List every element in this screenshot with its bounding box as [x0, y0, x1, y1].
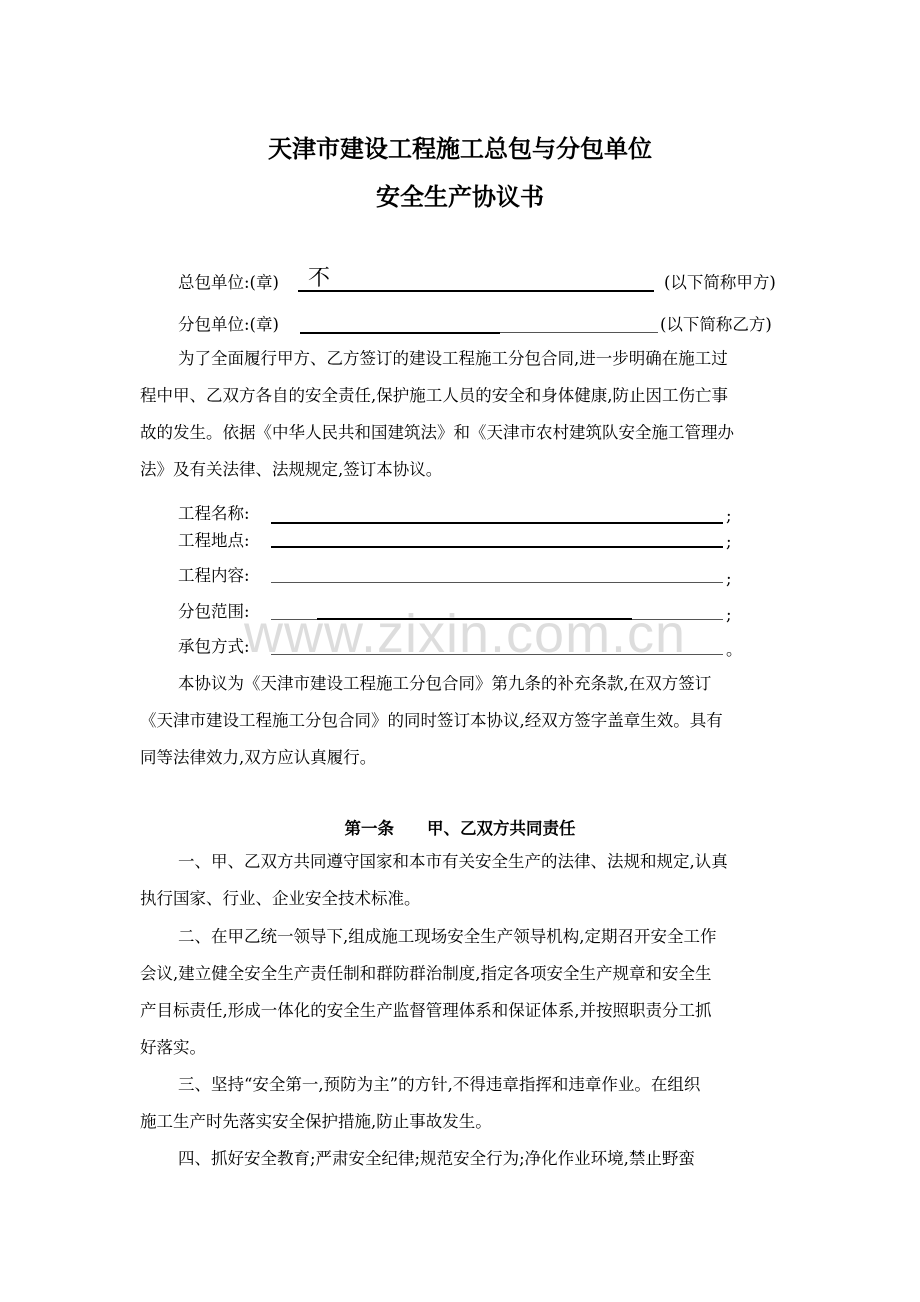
subcontractor-underline-b	[500, 332, 658, 333]
article-1-p1-line-1: 一、甲、乙双方共同遵守国家和本市有关安全生产的法律、法规和规定,认真	[178, 852, 728, 871]
article-1-p3-line-2: 施工生产时先落实安全保护措施,防止事故发生。	[140, 1112, 492, 1131]
field-contract-method-label: 承包方式:	[178, 637, 250, 656]
article-1-heading: 第一条 甲、乙双方共同责任	[344, 819, 576, 838]
field-project-name-label: 工程名称:	[178, 504, 250, 523]
intro-line-2: 程中甲、乙双方各自的安全责任,保护施工人员的安全和身体健康,防止因工伤亡事	[140, 386, 728, 405]
field-project-location-line	[271, 546, 723, 548]
field-scope-end: ;	[726, 605, 732, 624]
field-project-location-label: 工程地点:	[178, 531, 250, 550]
article-1-p2-line-1: 二、在甲乙统一领导下,组成施工现场安全生产领导机构,定期召开安全工作	[178, 927, 717, 946]
intro-line-3: 故的发生。依据《中华人民共和国建筑法》和《天津市农村建筑队安全施工管理办	[140, 423, 734, 442]
general-contractor-row	[178, 270, 279, 296]
subcontractor-row	[178, 312, 279, 338]
subcontractor-underline-a	[300, 332, 500, 334]
article-1-p3-line-1: 三、坚持“安全第一,预防为主”的方针,不得违章指挥和违章作业。在组织	[178, 1075, 701, 1094]
article-1-p4-line-1: 四、抓好安全教育;严肃安全纪律;规范安全行为;净化作业环境,禁止野蛮	[178, 1149, 695, 1168]
field-project-content-end: ;	[726, 569, 732, 588]
field-contract-method-end: 。	[726, 640, 743, 659]
article-1-p2-line-3: 产目标责任,形成一体化的安全生产监督管理体系和保证体系,并按照职责分工抓	[140, 1001, 712, 1020]
supplement-line-1: 本协议为《天津市建设工程施工分包合同》第九条的补充条款,在双方签订	[178, 674, 712, 693]
document-title-line1: 天津市建设工程施工总包与分包单位	[268, 134, 652, 163]
article-1-p2-line-2: 会议,建立健全安全生产责任制和群防群治制度,指定各项安全生产规章和安全生	[140, 964, 712, 983]
article-1-p1-line-2: 执行国家、行业、企业安全技术标准。	[140, 889, 421, 908]
subcontractor-label: 分包单位:(章)	[178, 315, 279, 334]
general-contractor-label: 总包单位:(章)	[178, 273, 279, 292]
general-contractor-suffix: (以下简称甲方)	[664, 273, 776, 292]
intro-line-1: 为了全面履行甲方、乙方签订的建设工程施工分包合同,进一步明确在施工过	[178, 349, 728, 368]
article-1-p2-line-4: 好落实。	[140, 1038, 206, 1057]
subcontractor-suffix: (以下简称乙方)	[660, 315, 772, 334]
intro-line-4: 法》及有关法律、法规规定,签订本协议。	[140, 460, 443, 479]
document-title-line2: 安全生产协议书	[376, 182, 544, 211]
field-scope-label: 分包范围:	[178, 602, 250, 621]
field-project-content-label: 工程内容:	[178, 566, 250, 585]
supplement-line-2: 《天津市建设工程施工分包合同》的同时签订本协议,经双方签字盖章生效。具有	[140, 711, 723, 730]
general-contractor-underline	[298, 290, 654, 292]
supplement-line-3: 同等法律效力,双方应认真履行。	[140, 748, 377, 767]
field-project-name-line	[271, 522, 723, 524]
watermark: www.zixin.com.cn	[244, 604, 687, 664]
general-contractor-handwriting: 不	[308, 266, 331, 291]
field-project-content-line	[271, 582, 723, 583]
field-project-location-end: ;	[726, 532, 732, 551]
field-project-name-end: ;	[726, 506, 732, 525]
